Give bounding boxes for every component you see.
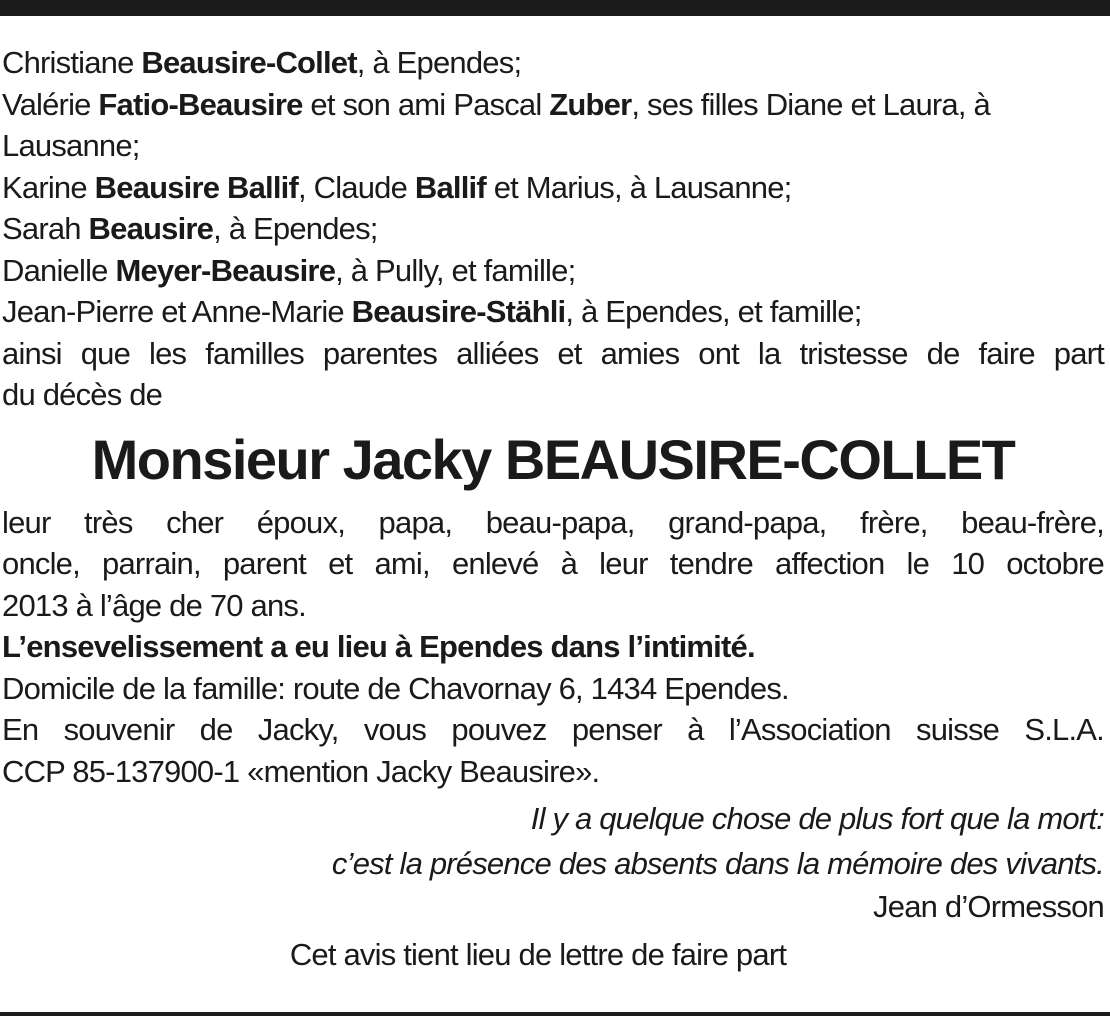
closing-note: Cet avis tient lieu de lettre de faire part (289, 937, 787, 972)
family-text: et Marius, à Lausanne; (485, 169, 792, 205)
family-text: Danielle (2, 252, 116, 288)
quote-author: Jean d’Ormesson (873, 889, 1104, 924)
family-member-line (2, 208, 1104, 250)
description-line-1: leur très cher époux, papa, beau-papa, grand-papa, frère, beau-frère, (2, 504, 1104, 540)
family-members-list (2, 42, 1104, 333)
family-text: , à Ependes, et famille; (565, 294, 862, 329)
family-text: Jean-Pierre et Anne-Marie (2, 294, 352, 329)
description-line-2: oncle, parrain, parent et ami, enlevé à leur tendre affection le 10 octobre (2, 546, 1104, 581)
family-address: Domicile de la famille: route de Chavornay 6, 1434 Ependes. (2, 670, 789, 706)
family-text: Karine (2, 169, 95, 205)
family-member-line (2, 42, 1104, 84)
family-name: Beausire-Stähli (351, 294, 566, 329)
burial-notice: L’ensevelissement a eu lieu à Ependes dans l’intimité. (2, 629, 755, 664)
family-text: , à Ependes; (356, 45, 522, 80)
family-text: , ses filles Diane et Laura, à (631, 86, 990, 122)
quote-line-1: Il y a quelque chose de plus fort que la mort: (530, 801, 1104, 836)
deceased-name-heading: Monsieur Jacky BEAUSIRE-COLLET (91, 427, 1015, 491)
intro-line-1: ainsi que les familles parentes alliées et amies ont la tristesse de faire part (2, 335, 1104, 371)
family-text: , à Ependes; (213, 211, 378, 246)
family-member-line (2, 250, 1104, 292)
family-text: , Claude (298, 169, 415, 205)
bottom-border-rule (0, 1012, 1110, 1016)
family-text: Valérie (2, 86, 99, 122)
intro-line-2: du décès de (2, 377, 163, 412)
family-text: Christiane (2, 45, 142, 80)
family-member-line (2, 167, 1104, 209)
family-name: Meyer-Beausire (115, 252, 336, 288)
family-text: Lausanne; (2, 128, 140, 163)
family-name: Beausire (88, 211, 214, 246)
family-text: Sarah (2, 211, 89, 246)
family-text: , à Pully, et famille; (335, 252, 576, 288)
quote-line-2: c’est la présence des absents dans la mémoire des vivants. (331, 846, 1104, 881)
family-member-line (2, 291, 1104, 333)
family-name: Zuber (549, 86, 632, 122)
obituary-notice (2, 42, 1104, 977)
family-name: Fatio-Beausire (98, 86, 303, 122)
description-line-3: 2013 à l’âge de 70 ans. (2, 587, 306, 623)
family-text: et son ami Pascal (302, 86, 550, 122)
donation-line-1: En souvenir de Jacky, vous pouvez penser à l’Association suisse S.L.A. (2, 712, 1104, 747)
family-member-line (2, 125, 1104, 167)
family-name: Beausire-Collet (141, 45, 357, 80)
family-name: Beausire Ballif (94, 169, 298, 205)
family-name: Ballif (414, 169, 486, 205)
family-member-line (2, 84, 1104, 126)
top-border-rule (0, 0, 1110, 16)
donation-line-2: CCP 85-137900-1 «mention Jacky Beausire». (2, 753, 600, 789)
